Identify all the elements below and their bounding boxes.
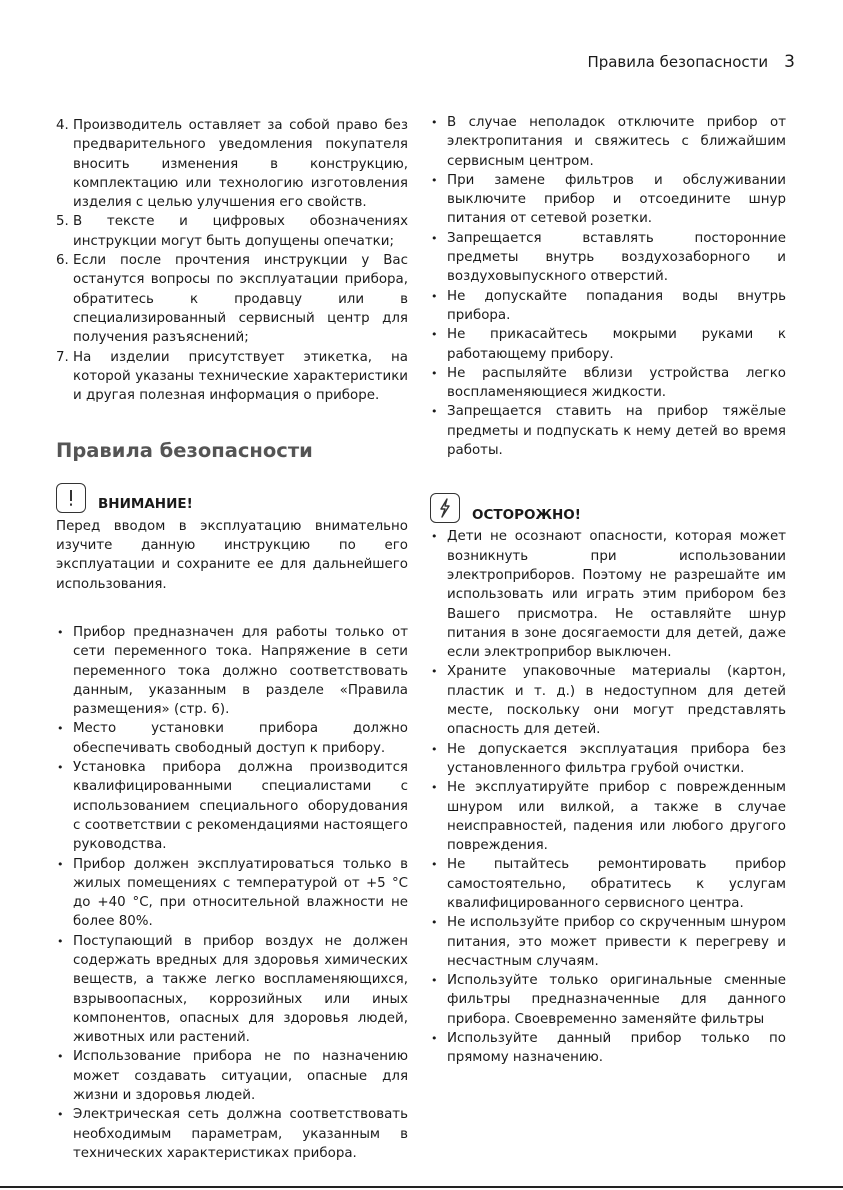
right-column: [430, 113, 786, 1068]
list-item: • Поступающий в прибор воздух не должен содержать вредных для здоровья химических веществ, а также легко воспламеняющихся, взрывоопасных, коррозийных или иных компонентов, опасных для здоровья людей, животных или растений.: [56, 932, 408, 1048]
list-item: • Не эксплуатируйте прибор с поврежденным шнуром или вилкой, а также в случае неисправностей, падения или любого другого повреждения.: [430, 778, 786, 855]
list-item: • Запрещается вставлять посторонние предметы внутрь воздухозаборного и воздуховыпускного отверстий.: [430, 229, 786, 287]
left-bullet-list: [56, 623, 408, 1163]
list-item: • Не прикасайтесь мокрыми руками к работающему прибору.: [430, 325, 786, 364]
caution-label: ОСТОРОЖНО!: [472, 507, 581, 524]
list-item: • Прибор должен эксплуатироваться только в жилых помещениях с температурой от +5 °С до +40 °С, при относительной влажности не более 80%.: [56, 855, 408, 932]
header-title: Правила безопасности: [587, 53, 769, 71]
list-item: • Храните упаковочные материалы (картон, пластик и т. д.) в недоступном для детей месте, поскольку они могут представлять опасность для детей.: [430, 662, 786, 739]
list-item: • Установка прибора должна производится квалифицированными специалистами с использованием специального оборудования с соответствии с рекомендациями настоящего руководства.: [56, 758, 408, 854]
list-item: • Не допускайте попадания воды внутрь прибора.: [430, 287, 786, 326]
list-item: • При замене фильтров и обслуживании выключите прибор и отсоедините шнур питания от сетевой розетки.: [430, 171, 786, 229]
attention-heading: [56, 483, 408, 513]
lightning-icon: [430, 493, 460, 523]
list-item: • Электрическая сеть должна соответствовать необходимым параметрам, указанным в технических характеристиках прибора.: [56, 1105, 408, 1163]
list-item: • Не используйте прибор со скрученным шнуром питания, это может привести к перегреву и несчастным случаям.: [430, 913, 786, 971]
attention-label: ВНИМАНИЕ!: [98, 496, 193, 513]
list-item: • Прибор предназначен для работы только от сети переменного тока. Напряжение в сети переменного тока должно соответствовать данным, указанным в разделе «Правила размещения» (стр. 6).: [56, 623, 408, 719]
bottom-rule: [0, 1186, 843, 1188]
list-item: • Не допускается эксплуатация прибора без установленного фильтра грубой очистки.: [430, 740, 786, 779]
list-item: • Не пытайтесь ремонтировать прибор самостоятельно, обратитесь к услугам квалифицированного сервисного центра.: [430, 855, 786, 913]
left-column: [56, 116, 408, 1163]
list-item: 5. В тексте и цифровых обозначениях инструкции могут быть допущены опечатки;: [56, 214, 408, 249]
attention-intro: Перед вводом в эксплуатацию внимательно изучите данную инструкцию по его эксплуатации и сохраните ее для дальнейшего использования.: [56, 518, 408, 592]
right-bullet-list-top: [430, 113, 786, 460]
page-number: 3: [784, 52, 795, 72]
numbered-list: [56, 116, 408, 405]
list-item: • Используйте только оригинальные сменные фильтры предназначенные для данного прибора. Своевременно заменяйте фильтры: [430, 971, 786, 1029]
list-item: • Дети не осознают опасности, которая может возникнуть при использовании электроприборов. Поэтому не разрешайте им использовать или играть этим прибором без Вашего присмотра. Не оставляйте шнур питания в зоне досягаемости для детей, даже если электроприбор выключен.: [430, 527, 786, 662]
list-item: • Использование прибора не по назначению может создавать ситуации, опасные для жизни и здоровья людей.: [56, 1047, 408, 1105]
list-item: 6. Если после прочтения инструкции у Вас останутся вопросы по эксплуатации прибора, обратитесь к продавцу или в специализированный сервисный центр для получения разъяснений;: [56, 253, 408, 346]
exclamation-icon: [56, 483, 86, 513]
list-item: 4. Производитель оставляет за собой право без предварительного уведомления покупателя вносить изменения в конструкцию, комплектацию или технологию изготовления изделия с целью улучшения его свойств.: [56, 118, 408, 211]
caution-heading: [430, 493, 786, 523]
list-item: • В случае неполадок отключите прибор от электропитания и свяжитесь с ближайшим сервисным центром.: [430, 113, 786, 171]
list-item: • Место установки прибора должно обеспечивать свободный доступ к прибору.: [56, 719, 408, 758]
list-item: • Используйте данный прибор только по прямому назначению.: [430, 1029, 786, 1068]
list-item: • Не распыляйте вблизи устройства легко воспламеняющиеся жидкости.: [430, 364, 786, 403]
section-title: Правила безопасности: [56, 439, 313, 463]
list-item: • Запрещается ставить на прибор тяжёлые предметы и подпускать к нему детей во время работы.: [430, 402, 786, 460]
right-bullet-list-bottom: [430, 527, 786, 1067]
page-header: [587, 52, 795, 72]
list-item: 7. На изделии присутствует этикетка, на которой указаны технические характеристики и другая полезная информация о приборе.: [56, 349, 408, 404]
